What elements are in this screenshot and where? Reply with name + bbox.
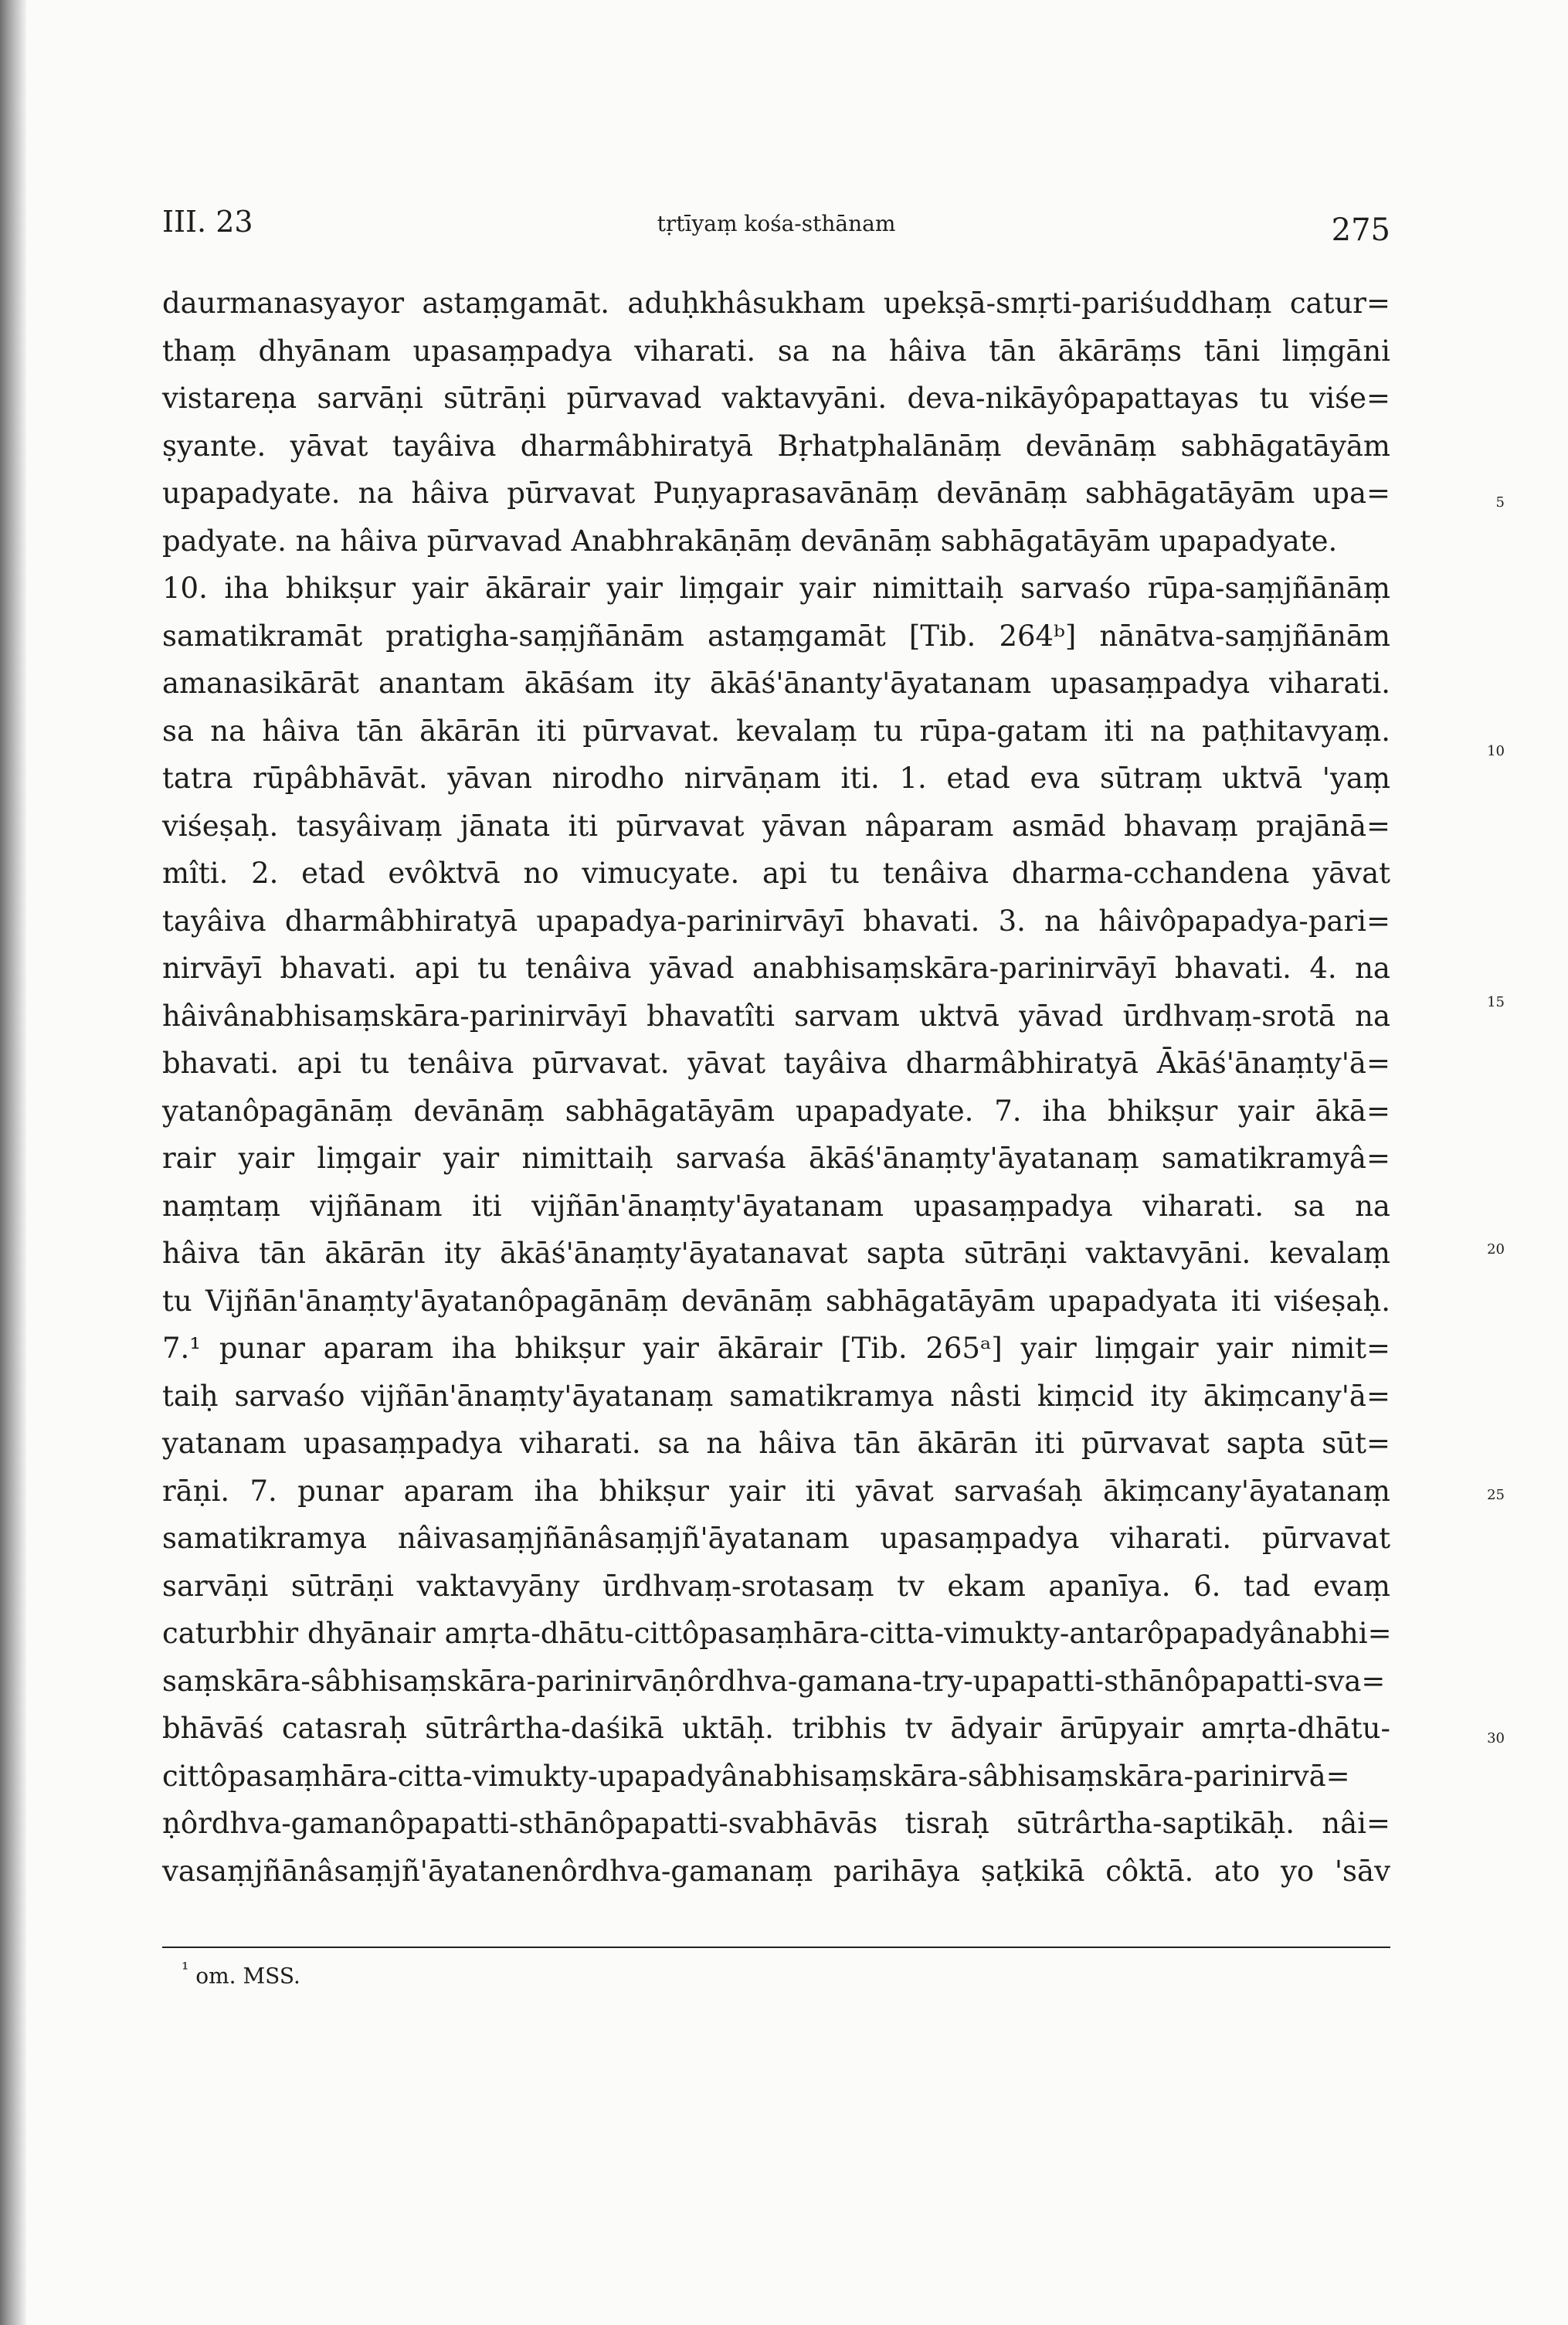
- margin-line-number: 25: [1487, 1487, 1505, 1503]
- text-line: bhāvāś catasraḥ sūtrârtha-daśikā uktāḥ. tribhis tv ādyair ārūpyair amṛta-dhātu-: [162, 1712, 1390, 1745]
- text-line: hâivânabhisaṃskāra-parinirvāyī bhavatîti sarvam uktvā yāvad ūrdhvaṃ-srotā na: [162, 999, 1390, 1033]
- text-line: nirvāyī bhavati. api tu tenâiva yāvad anabhisaṃskāra-parinirvāyī bhavati. 4. na: [162, 952, 1390, 985]
- text-line: mîti. 2. etad evôktvā no vimucyate. api tu tenâiva dharma-cchandena yāvat: [162, 857, 1390, 890]
- text-line: yatanôpagānāṃ devānāṃ sabhāgatāyām upapadyate. 7. iha bhikṣur yair ākā=: [162, 1094, 1390, 1128]
- section-reference: III. 23: [162, 205, 253, 239]
- running-title: tṛtīyaṃ kośa-sthānam: [657, 211, 896, 236]
- text-line: daurmanasyayor astaṃgamāt. aduḥkhâsukham upekṣā-smṛti-pariśuddhaṃ catur=: [162, 287, 1390, 320]
- text-line: caturbhir dhyānair amṛta-dhātu-cittôpasaṃhāra-citta-vimukty-antarôpapadyânabhi=: [162, 1617, 1392, 1650]
- text-line: tu Vijñān'ānaṃty'āyatanôpagānāṃ devānāṃ sabhāgatāyām upapadyata iti viśeṣaḥ.: [162, 1284, 1390, 1318]
- main-text: [162, 280, 1390, 1895]
- text-line: sarvāṇi sūtrāṇi vaktavyāny ūrdhvaṃ-srotasaṃ tv ekam apanīya. 6. tad evaṃ: [162, 1569, 1390, 1603]
- text-line: upapadyate. na hâiva pūrvavat Puṇyaprasavānāṃ devānāṃ sabhāgatāyām upa=: [162, 477, 1390, 510]
- page-header: [162, 197, 1390, 251]
- margin-line-number: 30: [1487, 1730, 1505, 1746]
- text-line: bhavati. api tu tenâiva pūrvavat. yāvat tayâiva dharmâbhiratyā Ākāś'ānaṃty'ā=: [162, 1047, 1390, 1080]
- text-line: ṣyante. yāvat tayâiva dharmâbhiratyā Bṛhatphalānāṃ devānāṃ sabhāgatāyām: [162, 429, 1390, 463]
- text-line: viśeṣaḥ. tasyâivaṃ jānata iti pūrvavat yāvan nâparam asmād bhavaṃ prajānā=: [162, 809, 1390, 843]
- text-line: thaṃ dhyānam upasaṃpadya viharati. sa na hâiva tān ākārāṃs tāni liṃgāni: [162, 334, 1390, 368]
- text-line: tatra rūpâbhāvāt. yāvan nirodho nirvāṇam iti. 1. etad eva sūtraṃ uktvā 'yaṃ: [162, 762, 1390, 795]
- text-line: saṃskāra-sâbhisaṃskāra-parinirvāṇôrdhva-gamana-try-upapatti-sthānôpapatti-sva=: [162, 1664, 1386, 1698]
- footnote-marker: ¹: [182, 1958, 189, 1980]
- margin-line-number: 15: [1487, 994, 1505, 1010]
- margin-line-number: 10: [1487, 743, 1505, 759]
- text-line: ṇôrdhva-gamanôpapatti-sthānôpapatti-svabhāvās tisraḥ sūtrârtha-saptikāḥ. nâi=: [162, 1807, 1390, 1840]
- text-line: rāṇi. 7. punar aparam iha bhikṣur yair iti yāvat sarvaśaḥ ākiṃcany'āyatanaṃ: [162, 1474, 1390, 1508]
- text-line: rair yair liṃgair yair nimittaiḥ sarvaśa ākāś'ānaṃty'āyatanaṃ samatikramyâ=: [162, 1142, 1390, 1175]
- text-line: samatikramāt pratigha-saṃjñānām astaṃgamāt [Tib. 264ᵇ] nānātva-saṃjñānām: [162, 619, 1390, 653]
- scan-binding-edge: [0, 0, 26, 2325]
- margin-line-number: 20: [1487, 1241, 1505, 1258]
- footnote-text: om. MSS.: [195, 1963, 300, 1989]
- footnote-rule: [162, 1947, 1390, 1948]
- text-line: vistareṇa sarvāṇi sūtrāṇi pūrvavad vaktavyāni. deva-nikāyôpapattayas tu viśe=: [162, 382, 1390, 415]
- text-line: hâiva tān ākārān ity ākāś'ānaṃty'āyatanavat sapta sūtrāṇi vaktavyāni. kevalaṃ: [162, 1237, 1390, 1270]
- text-line: cittôpasaṃhāra-citta-vimukty-upapadyânabhisaṃskāra-sâbhisaṃskāra-parinirvā=: [162, 1759, 1350, 1793]
- text-line: taiḥ sarvaśo vijñān'ānaṃty'āyatanaṃ samatikramya nâsti kiṃcid ity ākiṃcany'ā=: [162, 1379, 1390, 1413]
- text-line: vasaṃjñānâsaṃjñ'āyatanenôrdhva-gamanaṃ parihāya ṣaṭkikā côktā. ato yo 'sāv: [162, 1854, 1390, 1888]
- text-line: 10. iha bhikṣur yair ākārair yair liṃgair yair nimittaiḥ sarvaśo rūpa-saṃjñānāṃ: [162, 572, 1390, 605]
- text-line: yatanam upasaṃpadya viharati. sa na hâiva tān ākārān iti pūrvavat sapta sūt=: [162, 1427, 1390, 1460]
- text-line: naṃtaṃ vijñānam iti vijñān'ānaṃty'āyatanam upasaṃpadya viharati. sa na: [162, 1189, 1390, 1223]
- margin-line-number: 5: [1495, 494, 1505, 511]
- page-number: 275: [1331, 212, 1390, 248]
- text-line: samatikramya nâivasaṃjñānâsaṃjñ'āyatanam upasaṃpadya viharati. pūrvavat: [162, 1522, 1390, 1555]
- text-line: amanasikārāt anantam ākāśam ity ākāś'ānanty'āyatanam upasaṃpadya viharati.: [162, 667, 1390, 700]
- text-line: sa na hâiva tān ākārān iti pūrvavat. kevalaṃ tu rūpa-gatam iti na paṭhitavyaṃ.: [162, 714, 1390, 748]
- text-line: tayâiva dharmâbhiratyā upapadya-parinirvāyī bhavati. 3. na hâivôpapadya-pari=: [162, 904, 1390, 938]
- footnote: [182, 1958, 300, 1988]
- text-line: padyate. na hâiva pūrvavad Anabhrakāṇāṃ devānāṃ sabhāgatāyām upapadyate.: [162, 524, 1338, 558]
- text-line: 7.¹ punar aparam iha bhikṣur yair ākārair [Tib. 265ᵃ] yair liṃgair yair nimit=: [162, 1332, 1390, 1365]
